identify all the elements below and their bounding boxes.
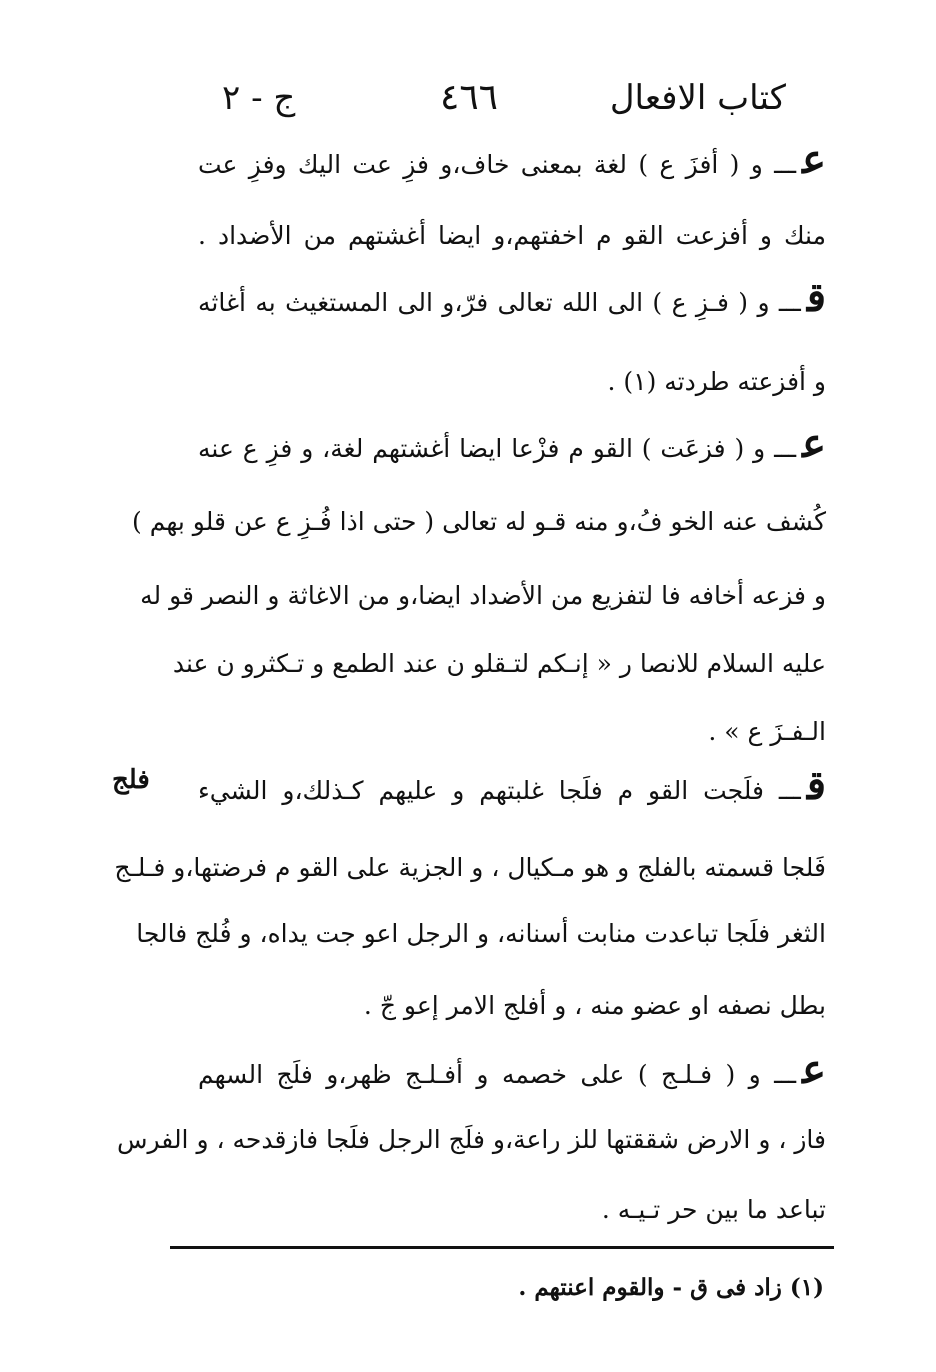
text-line	[198, 764, 826, 813]
source-marker: ع	[802, 420, 826, 467]
volume-label: ج - ٢	[222, 78, 296, 118]
source-marker: ق	[806, 274, 826, 321]
line-text: الـفـزَ ع » .	[708, 717, 826, 746]
text-line	[198, 276, 826, 325]
text-line	[140, 574, 826, 618]
page-number: ٤٦٦	[440, 77, 499, 118]
text-line	[198, 984, 826, 1028]
text-line	[136, 912, 826, 956]
text-line	[198, 1188, 826, 1232]
text-line	[114, 846, 826, 890]
text-line	[198, 138, 826, 187]
line-text: و فزعه أخافه فا لتفزيع من الأضداد ايضا،و من الاغاثة و النصر قو له	[140, 581, 826, 610]
line-text: ـــ فلَجت القو م فلَجا غلبتهم و عليهم كـذلك،و الشيء	[198, 776, 801, 805]
text-line	[116, 1118, 826, 1162]
text-line	[198, 214, 826, 258]
line-text: الثغر فلَجا تباعدت منابت أسنانه، و الرجل اعو جت يداه، و فُلج فالجا	[136, 919, 826, 948]
line-text: ـــ و ( فـزِ ع ) الى الله تعالى فرّ،و الى المستغيث به أغاثه	[198, 288, 801, 317]
text-line	[172, 642, 826, 686]
line-text: ـــ و ( أفزَ ع ) لغة بمعنى خاف،و فزِ عت اليك وفزِ عت	[198, 150, 797, 179]
line-text: منك و أفزعت القو م اخفتهم،و ايضا أغشتهم من الأضداد .	[198, 221, 826, 250]
line-text: بطل نصفه او عضو منه ، و أفلج الامر إعو جّ .	[363, 991, 826, 1020]
text-line	[198, 1048, 826, 1097]
text-line	[198, 422, 826, 471]
text-line	[132, 500, 826, 544]
line-text: فاز ، و الارض شققتها للز راعة،و فلَج الرجل فلَجا فازقدحه ، و الفرس	[116, 1125, 826, 1154]
line-text: ـــ و ( فزعَت ) القو م فزْعا ايضا أغشتهم لغة، و فزِ ع عنه	[198, 434, 797, 463]
source-marker: ق	[806, 762, 826, 809]
line-text: فَلجا قسمته بالفلج و هو مـكيال ، و الجزية على القو م فرضتها،و فـلـج	[114, 853, 826, 882]
line-text: تباعد ما بين حر تـيـه .	[601, 1195, 826, 1224]
source-marker: ع	[802, 1046, 826, 1093]
line-text: عليه السلام للانصا ر « إنـكم لتـقلو ن عند الطمع و تـكثرو ن عند	[172, 649, 826, 678]
line-text: و أفزعته طردته (١) .	[607, 367, 826, 396]
margin-headword: فلج	[112, 765, 150, 795]
line-text: ـــ و ( فـلـج ) على خصمه و أفـلـج ظهر،و فلَج السهم	[198, 1060, 797, 1089]
source-marker: ع	[802, 136, 826, 183]
footnote-divider	[170, 1246, 834, 1249]
text-line	[198, 710, 826, 754]
line-text: كُشف عنه الخو فُ،و منه قـو له تعالى ( حتى اذا فُـزِ ع عن قلو بهم )	[132, 507, 826, 536]
running-title: كتاب الافعال	[609, 78, 786, 118]
footnote: (١) زاد فى ق - والقوم اعنتهم .	[518, 1274, 824, 1301]
text-line	[198, 360, 826, 404]
